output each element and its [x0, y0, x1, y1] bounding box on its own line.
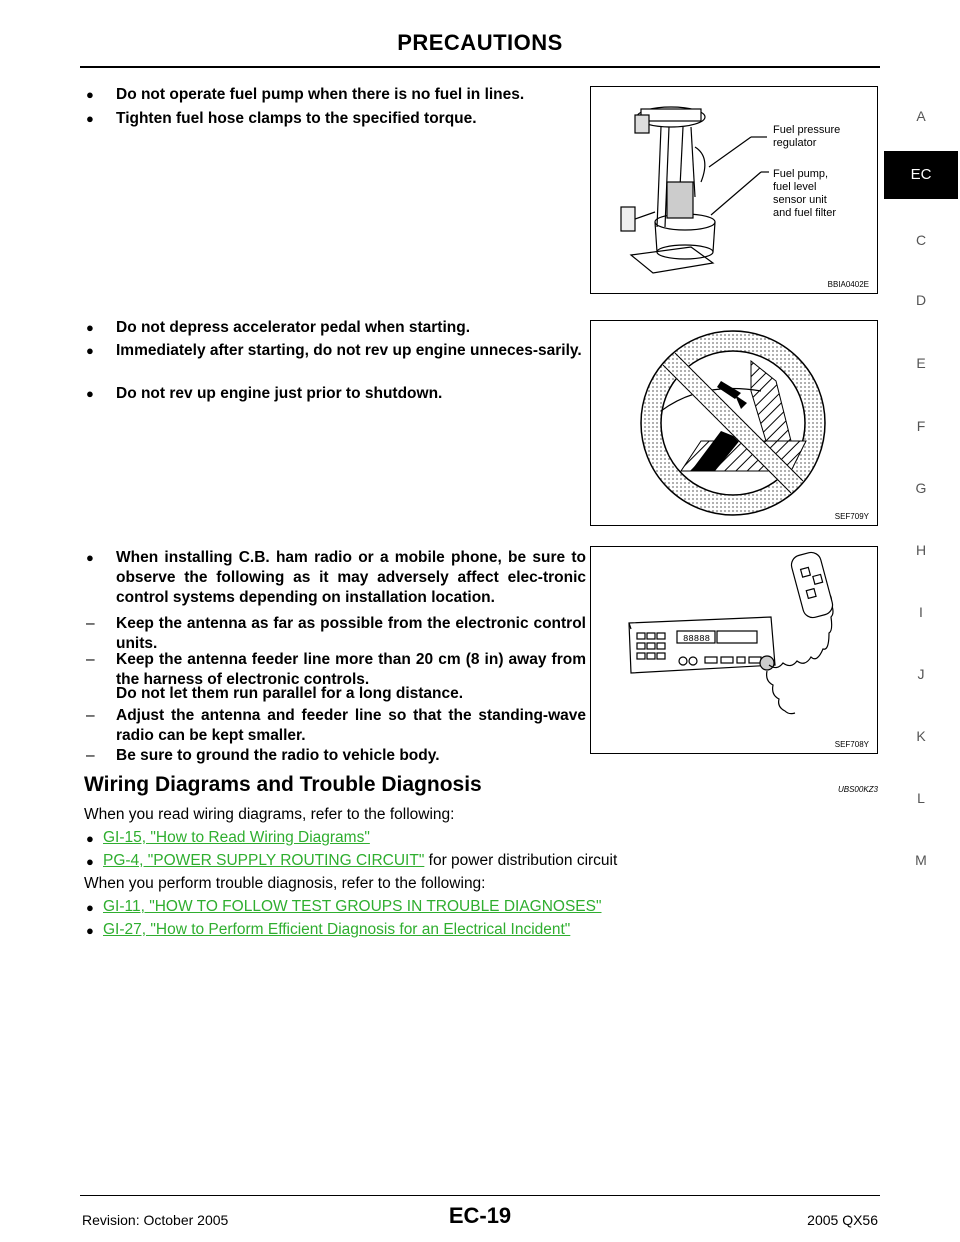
- link-suffix: for power distribution circuit: [424, 852, 618, 869]
- link-line: [103, 852, 617, 870]
- fuel-pump-illustration: [591, 87, 877, 293]
- bullet-text: Tighten fuel hose clamps to the specified torque.: [116, 110, 477, 127]
- bullet-icon: ●: [86, 923, 94, 938]
- figure-code: SEF708Y: [834, 740, 869, 749]
- bullet-text: Do not operate fuel pump when there is no fuel in lines.: [116, 86, 525, 103]
- dash-text: Keep the antenna feeder line more than 20 cm (8 in) away from the harness of electronic controls.: [116, 651, 586, 688]
- tab-m[interactable]: M: [915, 852, 927, 868]
- page-number: EC-19: [448, 1203, 512, 1228]
- dash-text: Keep the antenna as far as possible from the electronic control units.: [116, 615, 586, 652]
- bullet-text: When installing C.B. ham radio or a mobile phone, be sure to observe the following as it may adversely affect elec-tronic control systems depending on installation location.: [116, 549, 586, 606]
- tab-g[interactable]: G: [915, 480, 927, 496]
- bullet-icon: ●: [86, 550, 94, 565]
- figure-code: BBIA0402E: [827, 280, 869, 289]
- dash-text: Be sure to ground the radio to vehicle body.: [116, 747, 440, 764]
- section-code: UBS00KZ3: [837, 785, 878, 794]
- fuel-pump-figure: [590, 86, 878, 294]
- tab-c[interactable]: C: [915, 232, 927, 248]
- bullet-icon: ●: [86, 900, 94, 915]
- figure-label: Fuel pressure: [773, 124, 841, 136]
- paragraph: When you read wiring diagrams, refer to the following:: [84, 806, 455, 823]
- header-rule: [80, 66, 880, 68]
- figure-label: regulator: [773, 137, 817, 149]
- paragraph: When you perform trouble diagnosis, refer to the following:: [84, 875, 486, 892]
- link-gi-11[interactable]: GI-11, "HOW TO FOLLOW TEST GROUPS IN TROUBLE DIAGNOSES": [103, 898, 602, 915]
- tab-j[interactable]: J: [917, 666, 925, 682]
- bullet-icon: ●: [86, 111, 94, 126]
- footer-rule: [80, 1195, 880, 1196]
- bullet-icon: ●: [86, 831, 94, 846]
- radio-display-text: 88888: [683, 634, 711, 644]
- figure-label: and fuel filter: [773, 207, 836, 219]
- dash-marker: –: [86, 615, 95, 632]
- link-gi-27[interactable]: GI-27, "How to Perform Efficient Diagnosis for an Electrical Incident": [103, 921, 571, 938]
- tab-i[interactable]: I: [919, 604, 923, 620]
- bullet-text: Immediately after starting, do not rev up engine unneces-sarily.: [116, 342, 582, 359]
- tab-k[interactable]: K: [916, 728, 926, 744]
- footer-model: 2005 QX56: [807, 1212, 878, 1228]
- bullet-icon: ●: [86, 87, 94, 102]
- footer-revision: Revision: October 2005: [82, 1212, 229, 1228]
- tab-l[interactable]: L: [917, 790, 925, 806]
- section-title: Wiring Diagrams and Trouble Diagnosis: [84, 773, 482, 796]
- tab-f[interactable]: F: [916, 418, 926, 434]
- pedal-prohibited-figure: [590, 320, 878, 526]
- bullet-icon: ●: [86, 320, 94, 335]
- bullet-icon: ●: [86, 854, 94, 869]
- figure-label: sensor unit: [773, 194, 827, 206]
- pedal-prohibited-illustration: [591, 321, 877, 525]
- figure-label: Fuel pump,: [773, 168, 829, 180]
- link-pg-4[interactable]: PG-4, "POWER SUPPLY ROUTING CIRCUIT": [103, 852, 425, 869]
- figure-label: fuel level: [773, 181, 817, 193]
- bullet-text: Do not rev up engine just prior to shutdown.: [116, 385, 443, 402]
- tab-d[interactable]: D: [915, 292, 927, 308]
- dash-marker: –: [86, 707, 95, 724]
- page-title: PRECAUTIONS: [397, 30, 563, 55]
- bullet-icon: ●: [86, 343, 94, 358]
- figure-code: SEF709Y: [834, 512, 869, 521]
- cb-radio-illustration: [591, 547, 877, 753]
- tab-a[interactable]: A: [916, 108, 926, 124]
- bullet-text: Do not depress accelerator pedal when starting.: [116, 319, 471, 336]
- tab-e[interactable]: E: [916, 355, 926, 371]
- tab-ec[interactable]: EC: [884, 151, 958, 199]
- dash-text: Do not let them run parallel for a long distance.: [116, 685, 464, 702]
- link-gi-15[interactable]: GI-15, "How to Read Wiring Diagrams": [103, 829, 370, 846]
- dash-marker: –: [86, 747, 95, 764]
- tab-h[interactable]: H: [915, 542, 927, 558]
- dash-marker: –: [86, 651, 95, 668]
- dash-text: Adjust the antenna and feeder line so that the standing-wave radio can be kept smaller.: [116, 707, 586, 744]
- cb-radio-figure: [590, 546, 878, 754]
- bullet-icon: ●: [86, 386, 94, 401]
